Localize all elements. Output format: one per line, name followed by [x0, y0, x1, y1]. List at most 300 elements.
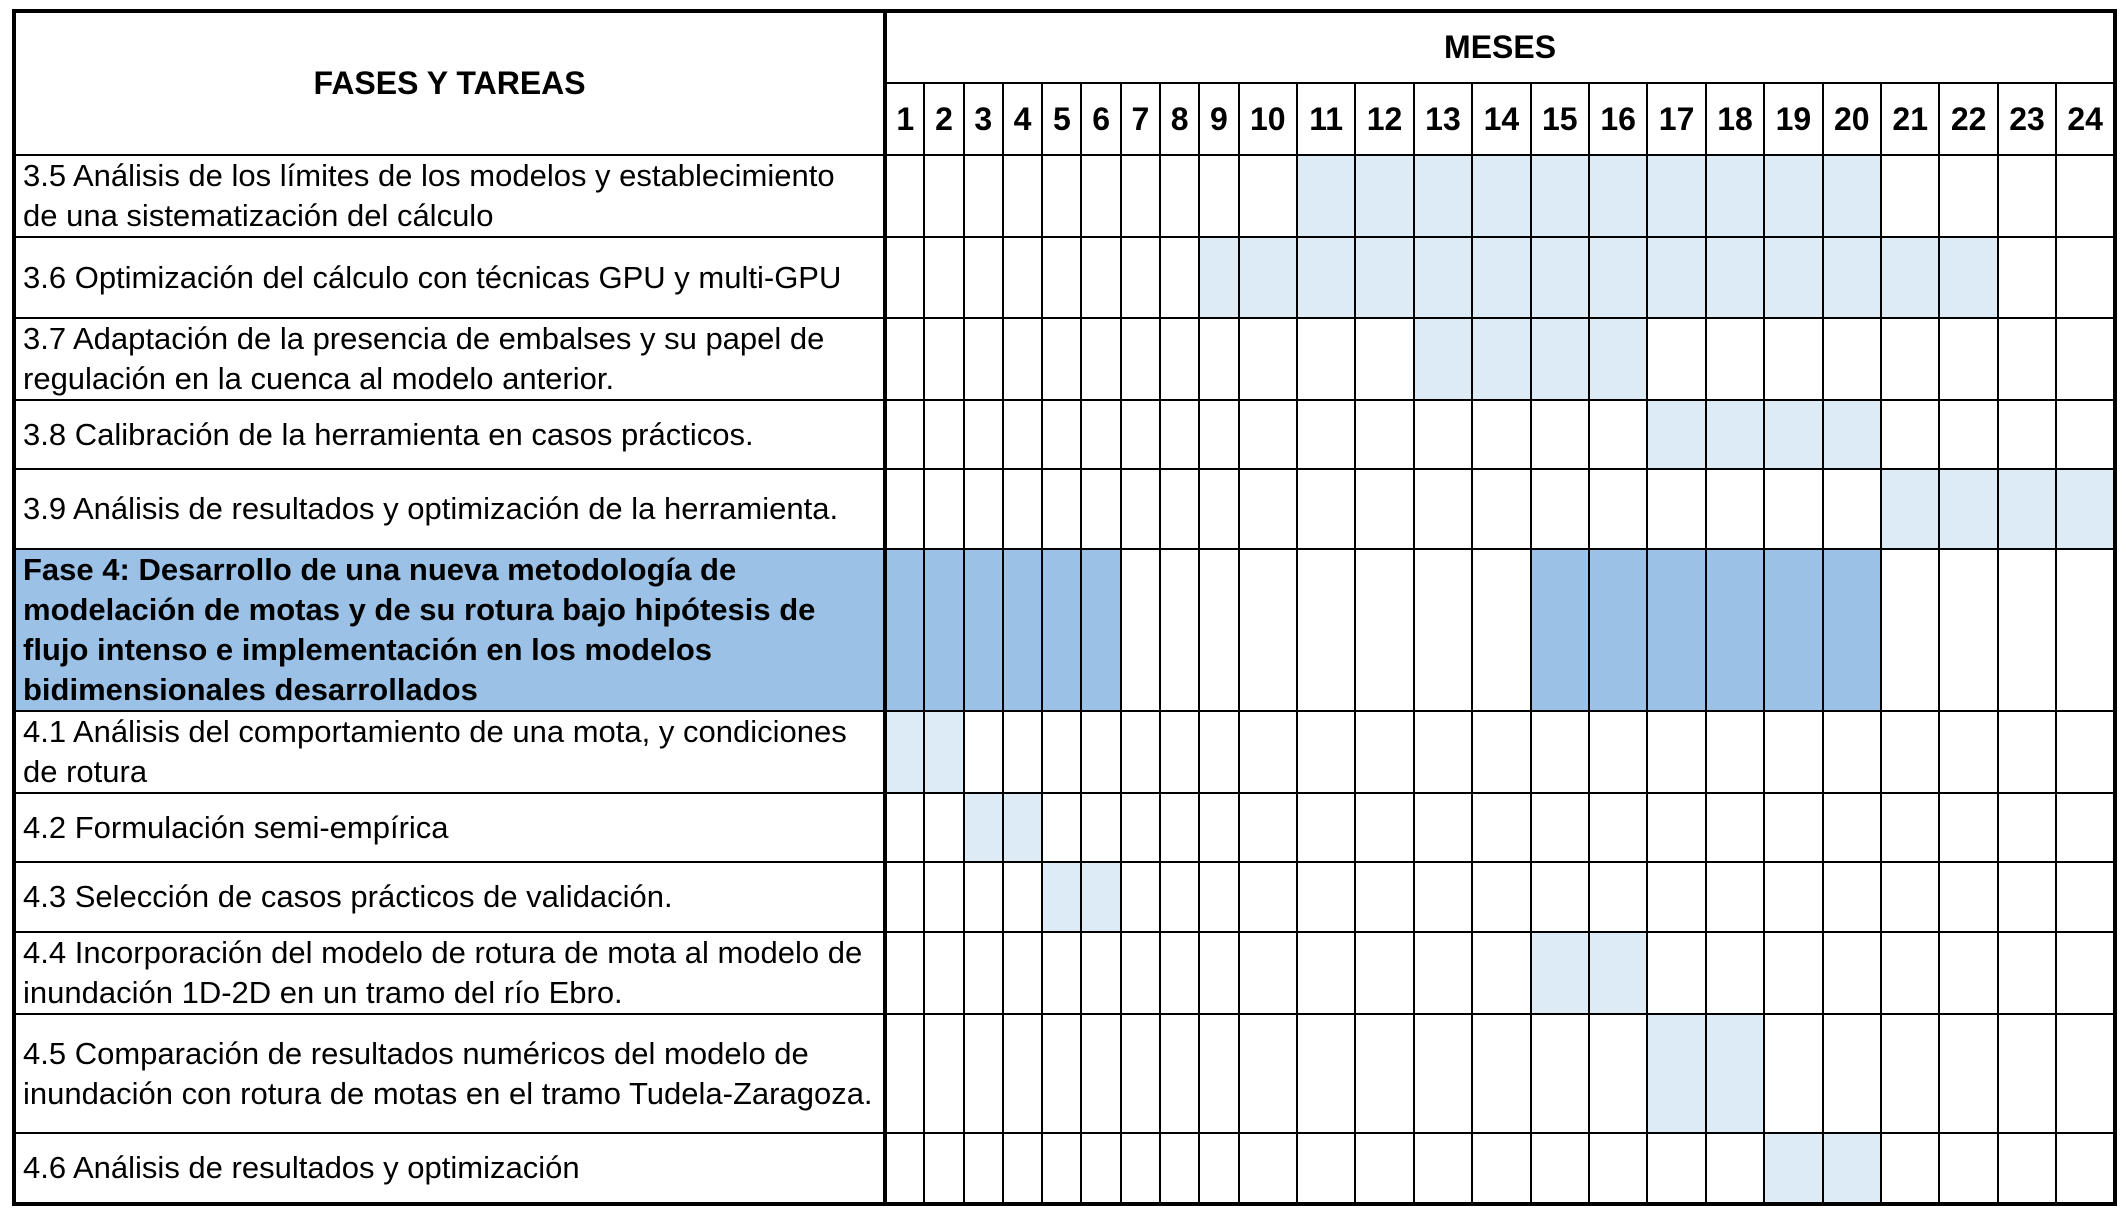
gantt-cell-active — [1823, 155, 1881, 237]
gantt-cell — [2056, 1133, 2115, 1204]
gantt-cell — [1939, 1133, 1997, 1204]
gantt-cell — [1472, 1014, 1530, 1133]
gantt-cell — [1531, 862, 1589, 932]
gantt-cell — [964, 932, 1003, 1014]
gantt-cell — [1881, 711, 1939, 793]
gantt-cell-active — [1706, 1014, 1764, 1133]
gantt-cell — [1472, 469, 1530, 549]
gantt-cell — [1355, 1014, 1413, 1133]
gantt-cell — [1297, 1133, 1355, 1204]
gantt-cell — [1355, 711, 1413, 793]
phase-label: Fase 4: Desarrollo de una nueva metodología de modelación de motas y de su rotura bajo hipótesis de flujo intenso e implementación en los modelos bidimensionales desarrollados — [14, 549, 885, 711]
gantt-cell — [1239, 318, 1297, 400]
gantt-cell — [1239, 155, 1297, 237]
gantt-cell — [1647, 469, 1705, 549]
gantt-cell — [1355, 932, 1413, 1014]
task-label: 4.4 Incorporación del modelo de rotura de mota al modelo de inundación 1D-2D en un tramo del río Ebro. — [14, 932, 885, 1014]
gantt-cell — [1081, 1014, 1120, 1133]
gantt-cell — [1003, 862, 1042, 932]
gantt-cell-active — [1297, 237, 1355, 318]
gantt-cell — [1881, 932, 1939, 1014]
gantt-cell-active — [1414, 155, 1472, 237]
gantt-cell — [2056, 400, 2115, 469]
task-row — [14, 469, 2115, 549]
gantt-cell — [1998, 711, 2056, 793]
gantt-cell — [1121, 1014, 1160, 1133]
gantt-cell — [1414, 469, 1472, 549]
gantt-cell — [1472, 793, 1530, 862]
gantt-cell — [885, 932, 924, 1014]
gantt-cell — [1414, 932, 1472, 1014]
gantt-cell — [1881, 549, 1939, 711]
gantt-cell — [1121, 400, 1160, 469]
gantt-cell — [1881, 862, 1939, 932]
month-header-22: 22 — [1939, 83, 1997, 155]
gantt-cell — [1199, 1014, 1238, 1133]
gantt-cell — [964, 1014, 1003, 1133]
month-header-2: 2 — [924, 83, 963, 155]
gantt-cell-active — [1531, 318, 1589, 400]
gantt-cell — [1003, 400, 1042, 469]
gantt-cell-active — [1003, 793, 1042, 862]
gantt-cell — [1998, 549, 2056, 711]
gantt-cell — [2056, 318, 2115, 400]
gantt-cell-active — [1297, 155, 1355, 237]
gantt-cell — [1764, 932, 1822, 1014]
gantt-cell — [1081, 318, 1120, 400]
gantt-cell — [885, 318, 924, 400]
gantt-cell — [2056, 793, 2115, 862]
gantt-cell — [1160, 1133, 1199, 1204]
gantt-cell — [1297, 469, 1355, 549]
gantt-cell — [1355, 400, 1413, 469]
gantt-cell — [1823, 469, 1881, 549]
task-label: 4.6 Análisis de resultados y optimización — [14, 1133, 885, 1204]
gantt-cell — [1355, 549, 1413, 711]
gantt-cell — [1081, 793, 1120, 862]
gantt-cell — [1160, 711, 1199, 793]
gantt-cell — [1003, 237, 1042, 318]
gantt-cell-active — [1764, 155, 1822, 237]
gantt-cell — [1647, 793, 1705, 862]
gantt-cell-active — [1414, 318, 1472, 400]
gantt-table — [12, 9, 2117, 1206]
gantt-cell — [1647, 711, 1705, 793]
gantt-cell-active — [1239, 237, 1297, 318]
gantt-cell-active — [1531, 155, 1589, 237]
gantt-cell — [1823, 1014, 1881, 1133]
gantt-cell-active — [1823, 400, 1881, 469]
gantt-cell — [885, 400, 924, 469]
gantt-cell — [1199, 469, 1238, 549]
gantt-cell — [924, 400, 963, 469]
gantt-cell — [1472, 1133, 1530, 1204]
gantt-cell — [1160, 400, 1199, 469]
gantt-cell-active — [1531, 549, 1589, 711]
gantt-cell — [1239, 400, 1297, 469]
task-label: 3.5 Análisis de los límites de los modelos y establecimiento de una sistematización del cálculo — [14, 155, 885, 237]
gantt-cell — [1121, 237, 1160, 318]
gantt-cell — [885, 862, 924, 932]
gantt-cell — [1160, 549, 1199, 711]
gantt-cell-active — [1589, 932, 1647, 1014]
gantt-cell — [1160, 237, 1199, 318]
gantt-cell — [2056, 549, 2115, 711]
gantt-cell — [1647, 932, 1705, 1014]
gantt-cell — [1003, 711, 1042, 793]
gantt-cell — [1764, 469, 1822, 549]
gantt-cell — [1881, 793, 1939, 862]
gantt-cell-active — [1647, 549, 1705, 711]
gantt-cell-active — [1706, 400, 1764, 469]
month-header-6: 6 — [1081, 83, 1120, 155]
gantt-cell-active — [1647, 400, 1705, 469]
task-row — [14, 711, 2115, 793]
gantt-cell — [1297, 793, 1355, 862]
gantt-cell — [1199, 793, 1238, 862]
gantt-cell — [1998, 862, 2056, 932]
gantt-cell-active — [1764, 237, 1822, 318]
gantt-cell — [1589, 793, 1647, 862]
gantt-cell — [885, 1133, 924, 1204]
gantt-cell — [1081, 932, 1120, 1014]
gantt-cell — [1589, 862, 1647, 932]
gantt-cell — [924, 469, 963, 549]
gantt-cell-active — [1647, 237, 1705, 318]
task-row — [14, 400, 2115, 469]
gantt-cell — [1199, 318, 1238, 400]
gantt-cell — [1472, 400, 1530, 469]
month-header-3: 3 — [964, 83, 1003, 155]
gantt-cell-active — [885, 549, 924, 711]
gantt-cell — [1121, 469, 1160, 549]
month-header-5: 5 — [1042, 83, 1081, 155]
gantt-cell — [1199, 1133, 1238, 1204]
gantt-cell-active — [1706, 549, 1764, 711]
gantt-cell — [1998, 237, 2056, 318]
gantt-cell — [1239, 549, 1297, 711]
task-row — [14, 237, 2115, 318]
gantt-cell — [1764, 1014, 1822, 1133]
gantt-cell — [1042, 711, 1081, 793]
task-label: 4.5 Comparación de resultados numéricos del modelo de inundación con rotura de motas en el tramo Tudela-Zaragoza. — [14, 1014, 885, 1133]
gantt-cell — [1081, 237, 1120, 318]
month-header-19: 19 — [1764, 83, 1822, 155]
gantt-cell-active — [1531, 237, 1589, 318]
gantt-cell-active — [885, 711, 924, 793]
gantt-cell — [1998, 1133, 2056, 1204]
gantt-cell — [1939, 549, 1997, 711]
gantt-cell — [924, 862, 963, 932]
gantt-cell — [1121, 155, 1160, 237]
gantt-cell — [1003, 155, 1042, 237]
month-header-24: 24 — [2056, 83, 2115, 155]
gantt-cell — [924, 237, 963, 318]
gantt-cell — [1589, 1014, 1647, 1133]
month-header-16: 16 — [1589, 83, 1647, 155]
gantt-cell-active — [1706, 237, 1764, 318]
gantt-cell — [1121, 1133, 1160, 1204]
gantt-cell-active — [1823, 549, 1881, 711]
month-header-18: 18 — [1706, 83, 1764, 155]
phases-header: FASES Y TAREAS — [14, 11, 885, 155]
gantt-cell — [1939, 155, 1997, 237]
gantt-cell — [1531, 400, 1589, 469]
gantt-cell — [1414, 862, 1472, 932]
gantt-cell-active — [1531, 932, 1589, 1014]
gantt-cell — [1589, 469, 1647, 549]
gantt-cell — [1764, 711, 1822, 793]
gantt-cell-active — [964, 549, 1003, 711]
gantt-cell — [1355, 1133, 1413, 1204]
gantt-cell-active — [1003, 549, 1042, 711]
phase-row — [14, 549, 2115, 711]
gantt-cell — [1706, 793, 1764, 862]
gantt-cell — [1414, 400, 1472, 469]
gantt-cell-active — [1414, 237, 1472, 318]
month-header-21: 21 — [1881, 83, 1939, 155]
gantt-cell — [885, 1014, 924, 1133]
gantt-cell — [1531, 793, 1589, 862]
gantt-cell — [1297, 711, 1355, 793]
gantt-cell — [964, 862, 1003, 932]
gantt-cell — [924, 932, 963, 1014]
month-header-20: 20 — [1823, 83, 1881, 155]
gantt-cell-active — [1199, 237, 1238, 318]
gantt-cell — [1121, 932, 1160, 1014]
gantt-cell — [2056, 237, 2115, 318]
gantt-cell — [1003, 1014, 1042, 1133]
gantt-cell — [964, 237, 1003, 318]
gantt-cell — [964, 400, 1003, 469]
gantt-cell — [1121, 862, 1160, 932]
gantt-cell — [1003, 318, 1042, 400]
gantt-cell — [1160, 318, 1199, 400]
gantt-cell-active — [1042, 862, 1081, 932]
task-label: 3.8 Calibración de la herramienta en casos prácticos. — [14, 400, 885, 469]
gantt-cell — [1003, 469, 1042, 549]
gantt-cell — [1081, 155, 1120, 237]
gantt-cell — [1998, 793, 2056, 862]
gantt-cell — [1160, 1014, 1199, 1133]
gantt-cell — [1160, 932, 1199, 1014]
month-header-15: 15 — [1531, 83, 1589, 155]
gantt-cell — [1042, 400, 1081, 469]
gantt-cell — [1881, 318, 1939, 400]
gantt-cell — [1939, 318, 1997, 400]
gantt-cell — [1706, 862, 1764, 932]
gantt-cell — [1881, 1133, 1939, 1204]
gantt-cell — [1081, 1133, 1120, 1204]
gantt-cell — [1414, 1133, 1472, 1204]
gantt-cell-active — [1589, 155, 1647, 237]
gantt-cell — [1297, 862, 1355, 932]
gantt-cell — [1706, 469, 1764, 549]
gantt-cell-active — [1042, 549, 1081, 711]
gantt-cell — [1531, 469, 1589, 549]
gantt-cell — [1160, 862, 1199, 932]
gantt-cell — [1239, 711, 1297, 793]
gantt-cell — [1042, 469, 1081, 549]
gantt-cell — [1042, 793, 1081, 862]
gantt-cell — [1199, 932, 1238, 1014]
gantt-cell — [1042, 155, 1081, 237]
gantt-cell — [1081, 400, 1120, 469]
gantt-cell-active — [1589, 549, 1647, 711]
gantt-cell — [1239, 932, 1297, 1014]
months-header: MESES — [885, 11, 2115, 83]
gantt-cell-active — [1647, 1014, 1705, 1133]
gantt-cell — [1881, 400, 1939, 469]
gantt-cell — [1042, 1014, 1081, 1133]
gantt-cell — [964, 711, 1003, 793]
gantt-cell-active — [1706, 155, 1764, 237]
gantt-cell — [1998, 155, 2056, 237]
task-row — [14, 862, 2115, 932]
gantt-cell — [1199, 549, 1238, 711]
gantt-cell-active — [924, 549, 963, 711]
gantt-cell — [1998, 932, 2056, 1014]
gantt-cell — [1823, 793, 1881, 862]
gantt-cell — [1121, 711, 1160, 793]
task-row — [14, 155, 2115, 237]
gantt-cell — [1472, 932, 1530, 1014]
gantt-cell — [1823, 932, 1881, 1014]
month-header-11: 11 — [1297, 83, 1355, 155]
gantt-cell — [1531, 1014, 1589, 1133]
gantt-cell-active — [1081, 549, 1120, 711]
gantt-cell-active — [1764, 1133, 1822, 1204]
gantt-cell — [1823, 862, 1881, 932]
gantt-cell — [964, 1133, 1003, 1204]
gantt-cell — [885, 469, 924, 549]
gantt-cell-active — [924, 711, 963, 793]
task-label: 3.7 Adaptación de la presencia de embalses y su papel de regulación en la cuenca al modelo anterior. — [14, 318, 885, 400]
gantt-cell — [1939, 862, 1997, 932]
gantt-cell — [1998, 400, 2056, 469]
gantt-cell — [1239, 1014, 1297, 1133]
gantt-cell — [1199, 400, 1238, 469]
gantt-cell — [1239, 469, 1297, 549]
gantt-cell — [1939, 1014, 1997, 1133]
gantt-cell — [1199, 155, 1238, 237]
task-label: 4.2 Formulación semi-empírica — [14, 793, 885, 862]
gantt-cell — [1647, 318, 1705, 400]
gantt-cell — [1297, 1014, 1355, 1133]
gantt-cell — [1939, 932, 1997, 1014]
gantt-cell — [1414, 1014, 1472, 1133]
month-header-13: 13 — [1414, 83, 1472, 155]
gantt-cell — [1531, 1133, 1589, 1204]
gantt-cell — [1764, 862, 1822, 932]
gantt-cell — [1003, 932, 1042, 1014]
gantt-cell — [1297, 932, 1355, 1014]
gantt-cell — [1472, 711, 1530, 793]
gantt-cell — [1998, 1014, 2056, 1133]
gantt-cell — [1297, 400, 1355, 469]
gantt-cell — [1647, 862, 1705, 932]
gantt-cell — [964, 318, 1003, 400]
gantt-cell — [2056, 1014, 2115, 1133]
gantt-cell — [1160, 469, 1199, 549]
gantt-cell — [885, 237, 924, 318]
gantt-cell — [1823, 318, 1881, 400]
gantt-cell-active — [1764, 400, 1822, 469]
gantt-cell — [924, 318, 963, 400]
gantt-cell — [1355, 469, 1413, 549]
gantt-cell — [1939, 711, 1997, 793]
gantt-cell — [2056, 711, 2115, 793]
gantt-cell — [924, 1014, 963, 1133]
gantt-cell — [1823, 711, 1881, 793]
month-header-12: 12 — [1355, 83, 1413, 155]
gantt-cell — [2056, 155, 2115, 237]
gantt-cell — [1081, 469, 1120, 549]
gantt-cell — [1939, 793, 1997, 862]
gantt-cell — [1706, 1133, 1764, 1204]
gantt-cell-active — [1939, 469, 1997, 549]
gantt-cell — [1239, 1133, 1297, 1204]
gantt-cell-active — [1998, 469, 2056, 549]
gantt-cell-active — [1472, 155, 1530, 237]
task-row — [14, 1133, 2115, 1204]
month-header-10: 10 — [1239, 83, 1297, 155]
month-header-7: 7 — [1121, 83, 1160, 155]
gantt-cell — [1414, 711, 1472, 793]
gantt-cell — [1706, 711, 1764, 793]
month-header-4: 4 — [1003, 83, 1042, 155]
gantt-cell — [1414, 549, 1472, 711]
gantt-cell — [1647, 1133, 1705, 1204]
gantt-cell — [1121, 793, 1160, 862]
gantt-cell — [885, 155, 924, 237]
gantt-cell-active — [1355, 155, 1413, 237]
gantt-cell — [1297, 549, 1355, 711]
gantt-cell — [1414, 793, 1472, 862]
gantt-cell — [1998, 318, 2056, 400]
gantt-cell — [1160, 155, 1199, 237]
gantt-cell-active — [1647, 155, 1705, 237]
gantt-cell — [1042, 932, 1081, 1014]
gantt-cell — [1355, 318, 1413, 400]
gantt-cell-active — [1589, 318, 1647, 400]
month-header-1: 1 — [885, 83, 924, 155]
gantt-cell — [924, 1133, 963, 1204]
gantt-cell-active — [1081, 862, 1120, 932]
gantt-cell — [1881, 1014, 1939, 1133]
gantt-cell — [1042, 1133, 1081, 1204]
gantt-cell — [885, 793, 924, 862]
gantt-cell-active — [1881, 469, 1939, 549]
gantt-cell-active — [1589, 237, 1647, 318]
gantt-cell — [1042, 237, 1081, 318]
gantt-cell-active — [2056, 469, 2115, 549]
gantt-cell — [1706, 932, 1764, 1014]
gantt-cell-active — [1823, 237, 1881, 318]
gantt-cell — [1764, 318, 1822, 400]
gantt-cell — [1003, 1133, 1042, 1204]
task-row — [14, 318, 2115, 400]
gantt-cell — [1199, 711, 1238, 793]
gantt-cell — [2056, 862, 2115, 932]
task-label: 3.6 Optimización del cálculo con técnicas GPU y multi-GPU — [14, 237, 885, 318]
month-header-8: 8 — [1160, 83, 1199, 155]
gantt-cell — [1589, 400, 1647, 469]
task-label: 4.1 Análisis del comportamiento de una mota, y condiciones de rotura — [14, 711, 885, 793]
gantt-cell — [1297, 318, 1355, 400]
gantt-cell-active — [1472, 237, 1530, 318]
month-header-14: 14 — [1472, 83, 1530, 155]
